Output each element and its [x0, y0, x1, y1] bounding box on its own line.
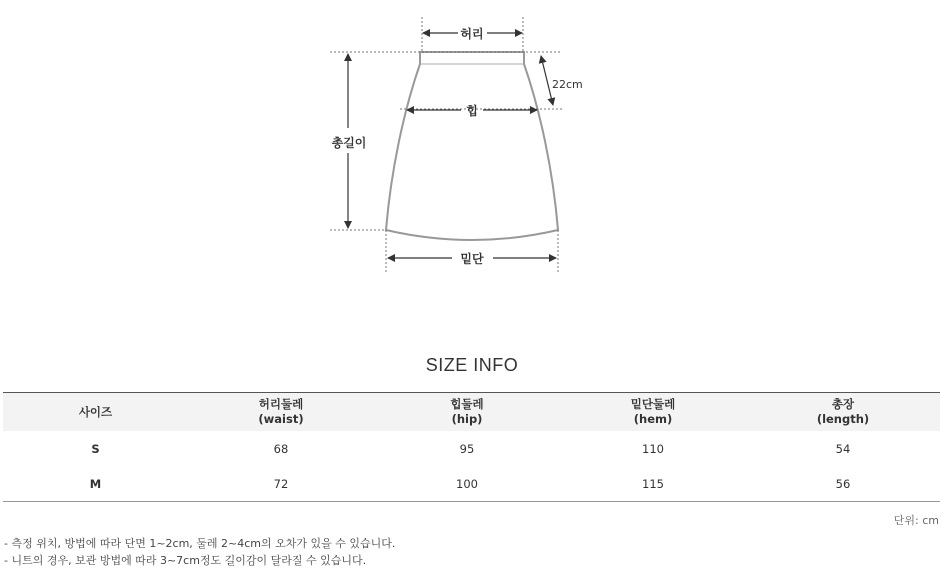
waist-cell: 72: [273, 476, 289, 491]
length-cell: 56: [835, 476, 851, 491]
table-row: [3, 466, 940, 502]
waist-label: 허리: [460, 27, 484, 41]
unit-label: 단위: cm: [893, 514, 939, 527]
note-measurement: - 측정 위치, 방법에 따라 단면 1~2cm, 둘레 2~4cm의 오차가 있을 수 있습니다.: [4, 537, 396, 550]
header-waist: 허리둘레 (waist): [258, 397, 304, 426]
hem-label: 밑단: [460, 252, 484, 266]
skirt-outline: [386, 52, 558, 240]
size-cell: S: [91, 441, 100, 456]
notes: [4, 535, 395, 569]
header-size: 사이즈: [78, 404, 113, 419]
hip-label: 힙: [466, 104, 478, 118]
size-table: [3, 392, 940, 502]
table-header-row: [3, 393, 940, 432]
length-label: 총길이: [331, 136, 367, 150]
note-knit: - 니트의 경우, 보관 방법에 따라 3~7cm정도 길이감이 달라질 수 있습니다.: [4, 554, 367, 567]
hem-cell: 115: [642, 476, 664, 491]
size-cell: M: [89, 476, 102, 491]
table-row: [3, 431, 940, 466]
header-hem: 밑단둘레 (hem): [630, 397, 676, 426]
waist-cell: 68: [273, 441, 289, 456]
size-info-title: SIZE INFO: [425, 355, 519, 375]
length-cell: 54: [835, 441, 851, 456]
hip-depth-label: 22cm: [552, 78, 583, 91]
header-hip: 힙둘레 (hip): [450, 397, 484, 426]
hem-cell: 110: [642, 441, 664, 456]
header-length: 총장 (length): [816, 397, 870, 426]
hip-cell: 95: [459, 441, 475, 456]
hip-cell: 100: [456, 476, 478, 491]
